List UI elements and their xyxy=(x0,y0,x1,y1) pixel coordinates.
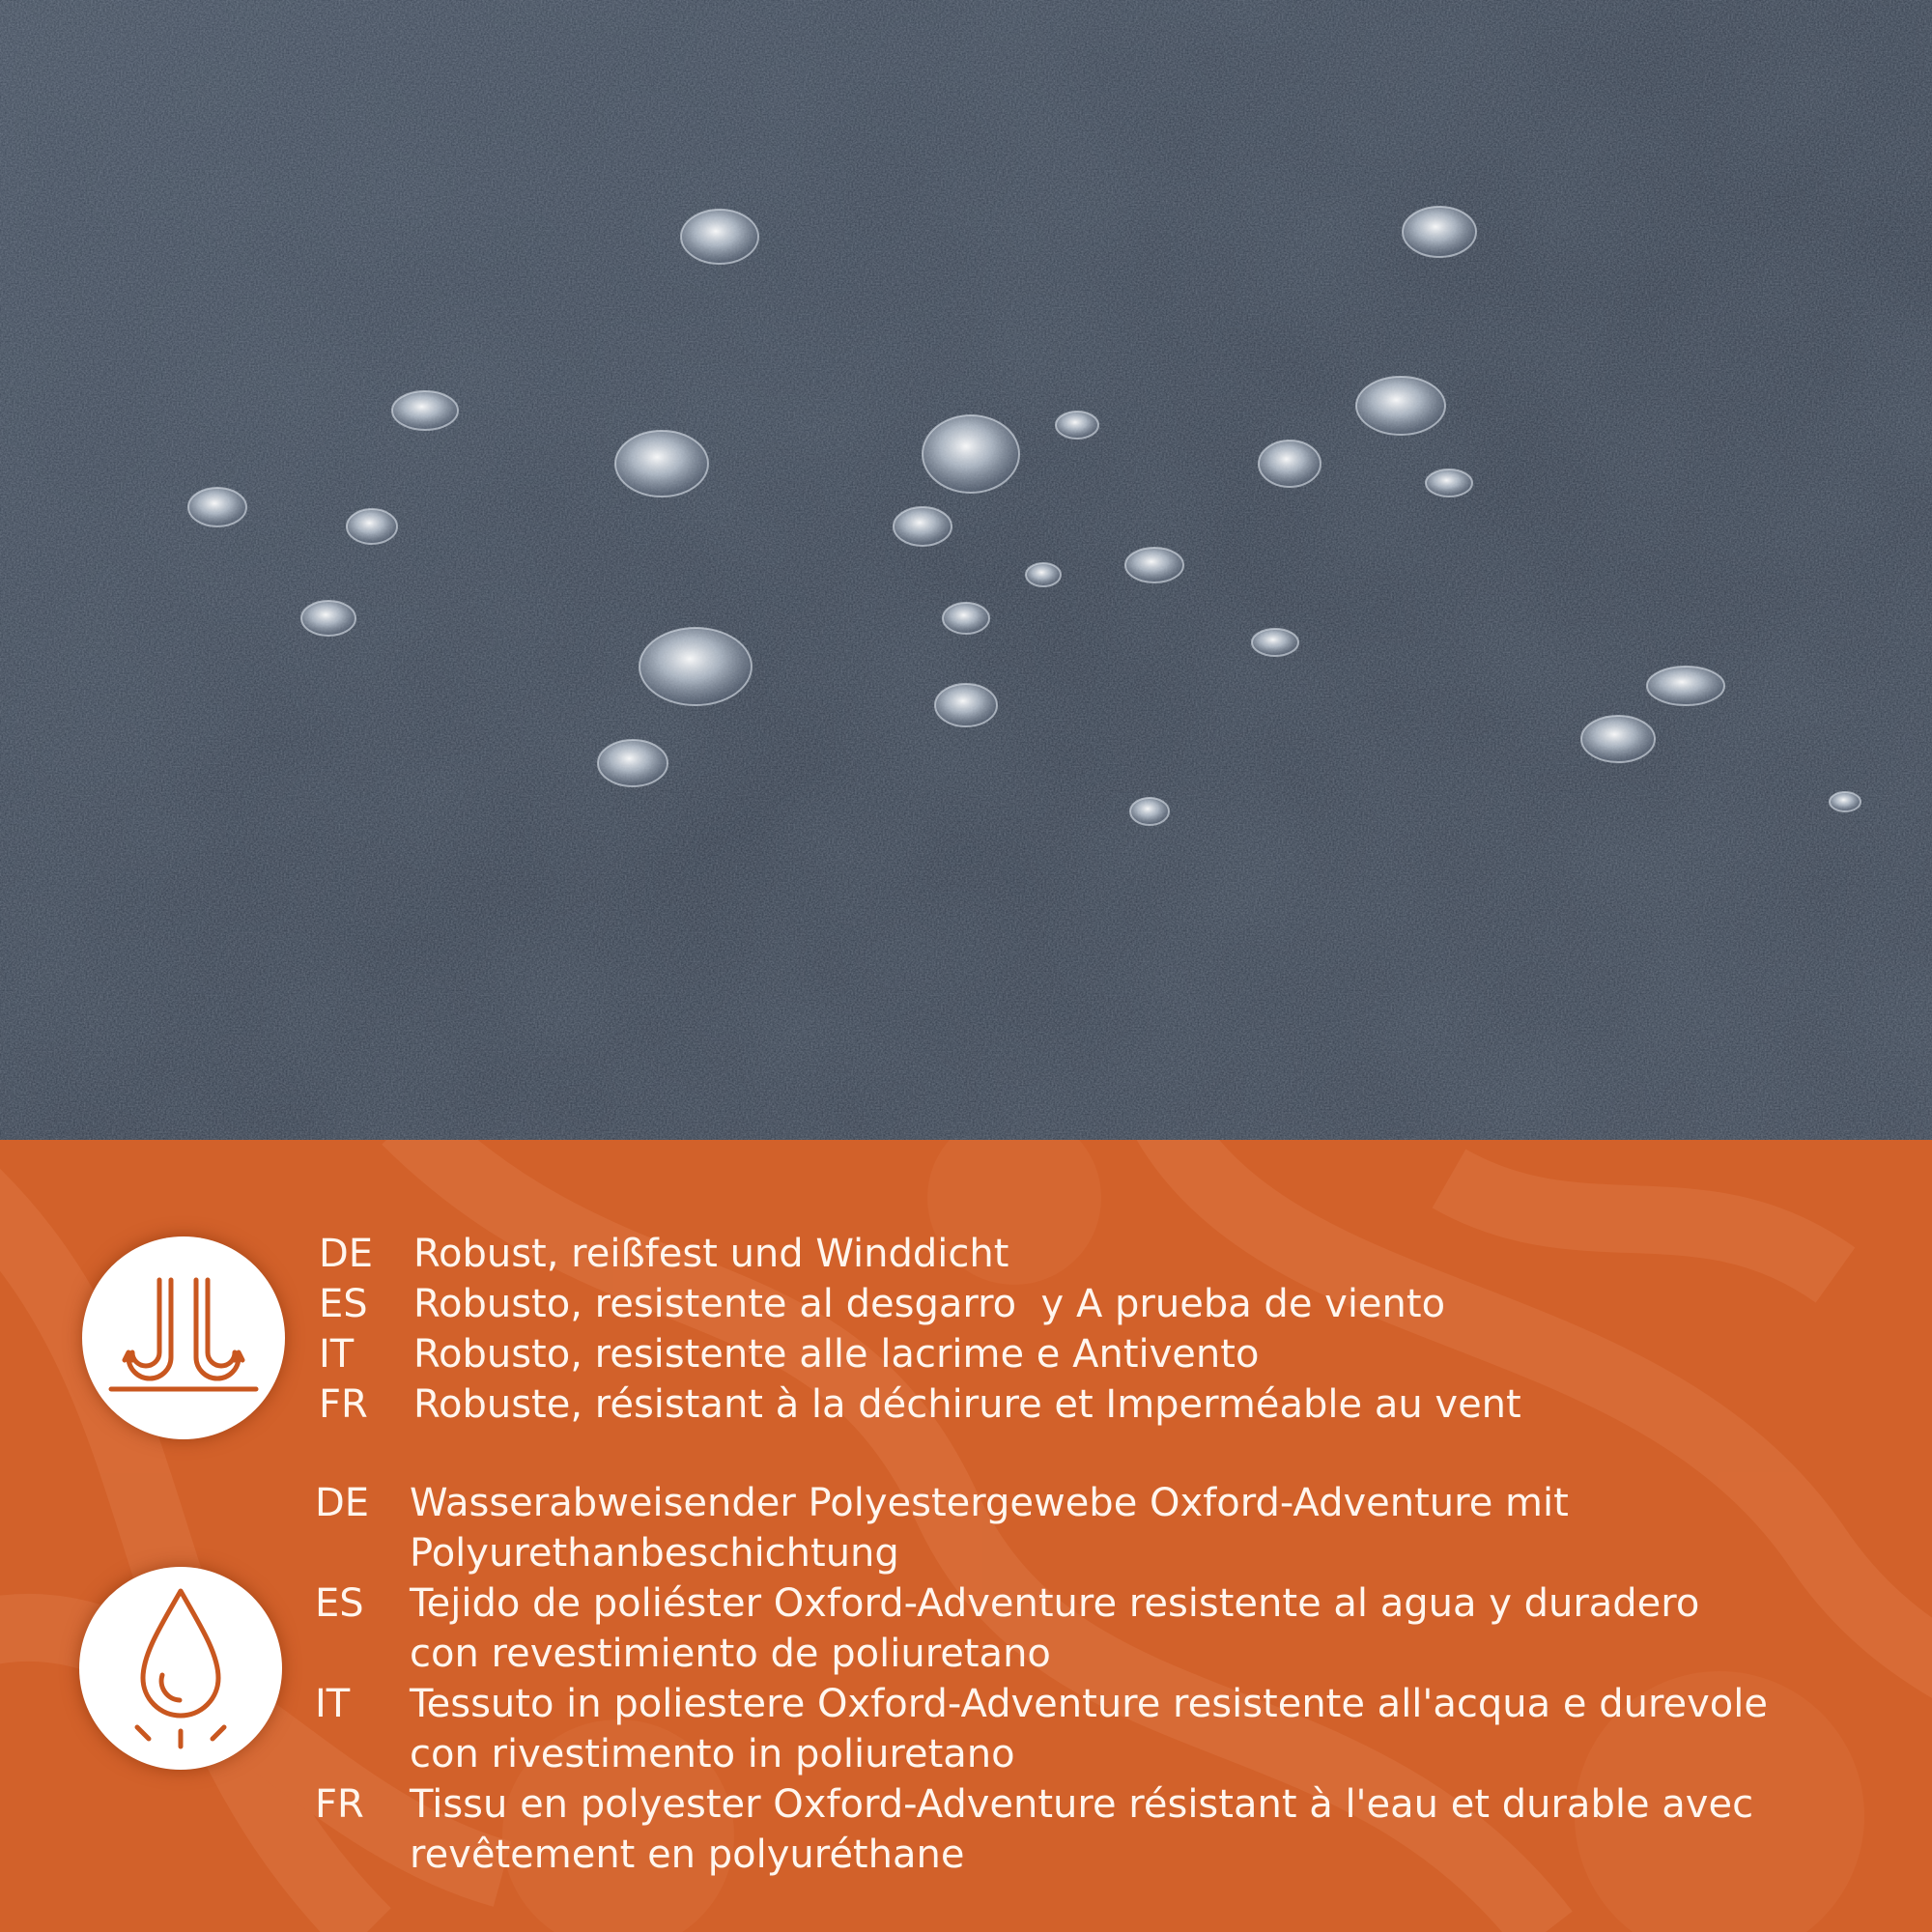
wind-resistance-badge xyxy=(82,1236,285,1439)
lang-code: IT xyxy=(319,1332,355,1377)
water-repellent-text xyxy=(315,1478,1768,1880)
water-droplet xyxy=(1252,629,1298,656)
water-droplet xyxy=(1026,563,1061,586)
feature-text: Robust, reißfest und Winddicht xyxy=(413,1232,1009,1276)
feature-text xyxy=(410,1679,1768,1779)
feature-line-fr xyxy=(319,1379,1521,1430)
water-droplet xyxy=(894,507,952,546)
water-droplet xyxy=(681,210,758,264)
water-droplet xyxy=(188,488,246,526)
feature-text-line2: revêtement en polyuréthane xyxy=(410,1833,965,1877)
feature-line-de xyxy=(319,1229,1521,1279)
lang-code: ES xyxy=(315,1581,364,1626)
water-droplet xyxy=(639,628,752,705)
feature-text-line1: Tissu en polyester Oxford-Adventure résistant à l'eau et durable avec xyxy=(410,1782,1754,1827)
water-droplet xyxy=(1581,716,1655,762)
water-droplet xyxy=(1356,377,1445,435)
water-droplet xyxy=(1426,469,1472,497)
feature-line-es xyxy=(315,1578,1768,1679)
lang-code: DE xyxy=(315,1481,370,1525)
feature-text-line1: Wasserabweisender Polyestergewebe Oxford-Adventure mit xyxy=(410,1481,1569,1525)
water-droplet xyxy=(1647,667,1724,705)
feature-text xyxy=(410,1779,1768,1880)
water-droplet xyxy=(1259,440,1321,487)
water-droplet xyxy=(615,431,708,497)
lang-code: IT xyxy=(315,1682,351,1726)
feature-text-line2: con rivestimento in poliuretano xyxy=(410,1732,1015,1776)
water-droplet xyxy=(943,603,989,634)
water-droplet xyxy=(392,391,458,430)
water-droplet xyxy=(598,740,668,786)
lang-code: ES xyxy=(319,1282,368,1326)
water-droplet xyxy=(301,601,355,636)
feature-text xyxy=(410,1478,1768,1578)
water-repellent-badge xyxy=(79,1567,282,1770)
feature-text-line2: Polyurethanbeschichtung xyxy=(410,1531,899,1576)
feature-line-it xyxy=(315,1679,1768,1779)
feature-text-line1: Tejido de poliéster Oxford-Adventure resistente al agua y duradero xyxy=(410,1581,1700,1626)
water-droplet xyxy=(1130,798,1169,825)
feature-text xyxy=(410,1578,1768,1679)
feature-line-de xyxy=(315,1478,1768,1578)
feature-line-es xyxy=(319,1279,1521,1329)
feature-text: Robuste, résistant à la déchirure et Imperméable au vent xyxy=(413,1382,1521,1427)
wind-resistance-text xyxy=(319,1229,1521,1430)
water-droplet xyxy=(1125,548,1183,582)
water-droplet xyxy=(1056,412,1098,439)
lang-code: DE xyxy=(319,1232,374,1276)
water-droplet xyxy=(935,684,997,726)
lang-code: FR xyxy=(315,1782,364,1827)
wind-resistance-icon xyxy=(82,1236,285,1439)
water-drop-icon xyxy=(79,1567,282,1770)
feature-line-fr xyxy=(315,1779,1768,1880)
feature-text: Robusto, resistente al desgarro y A prueba de viento xyxy=(413,1282,1446,1326)
water-droplet xyxy=(923,415,1019,493)
water-droplet xyxy=(1830,792,1861,811)
feature-text-line2: con revestimiento de poliuretano xyxy=(410,1632,1051,1676)
feature-line-it xyxy=(319,1329,1521,1379)
feature-text-line1: Tessuto in poliestere Oxford-Adventure resistente all'acqua e durevole xyxy=(410,1682,1768,1726)
feature-text: Robusto, resistente alle lacrime e Antivento xyxy=(413,1332,1260,1377)
lang-code: FR xyxy=(319,1382,368,1427)
feature-panel xyxy=(0,1140,1932,1932)
water-droplet xyxy=(347,509,397,544)
water-droplet xyxy=(1403,207,1476,257)
